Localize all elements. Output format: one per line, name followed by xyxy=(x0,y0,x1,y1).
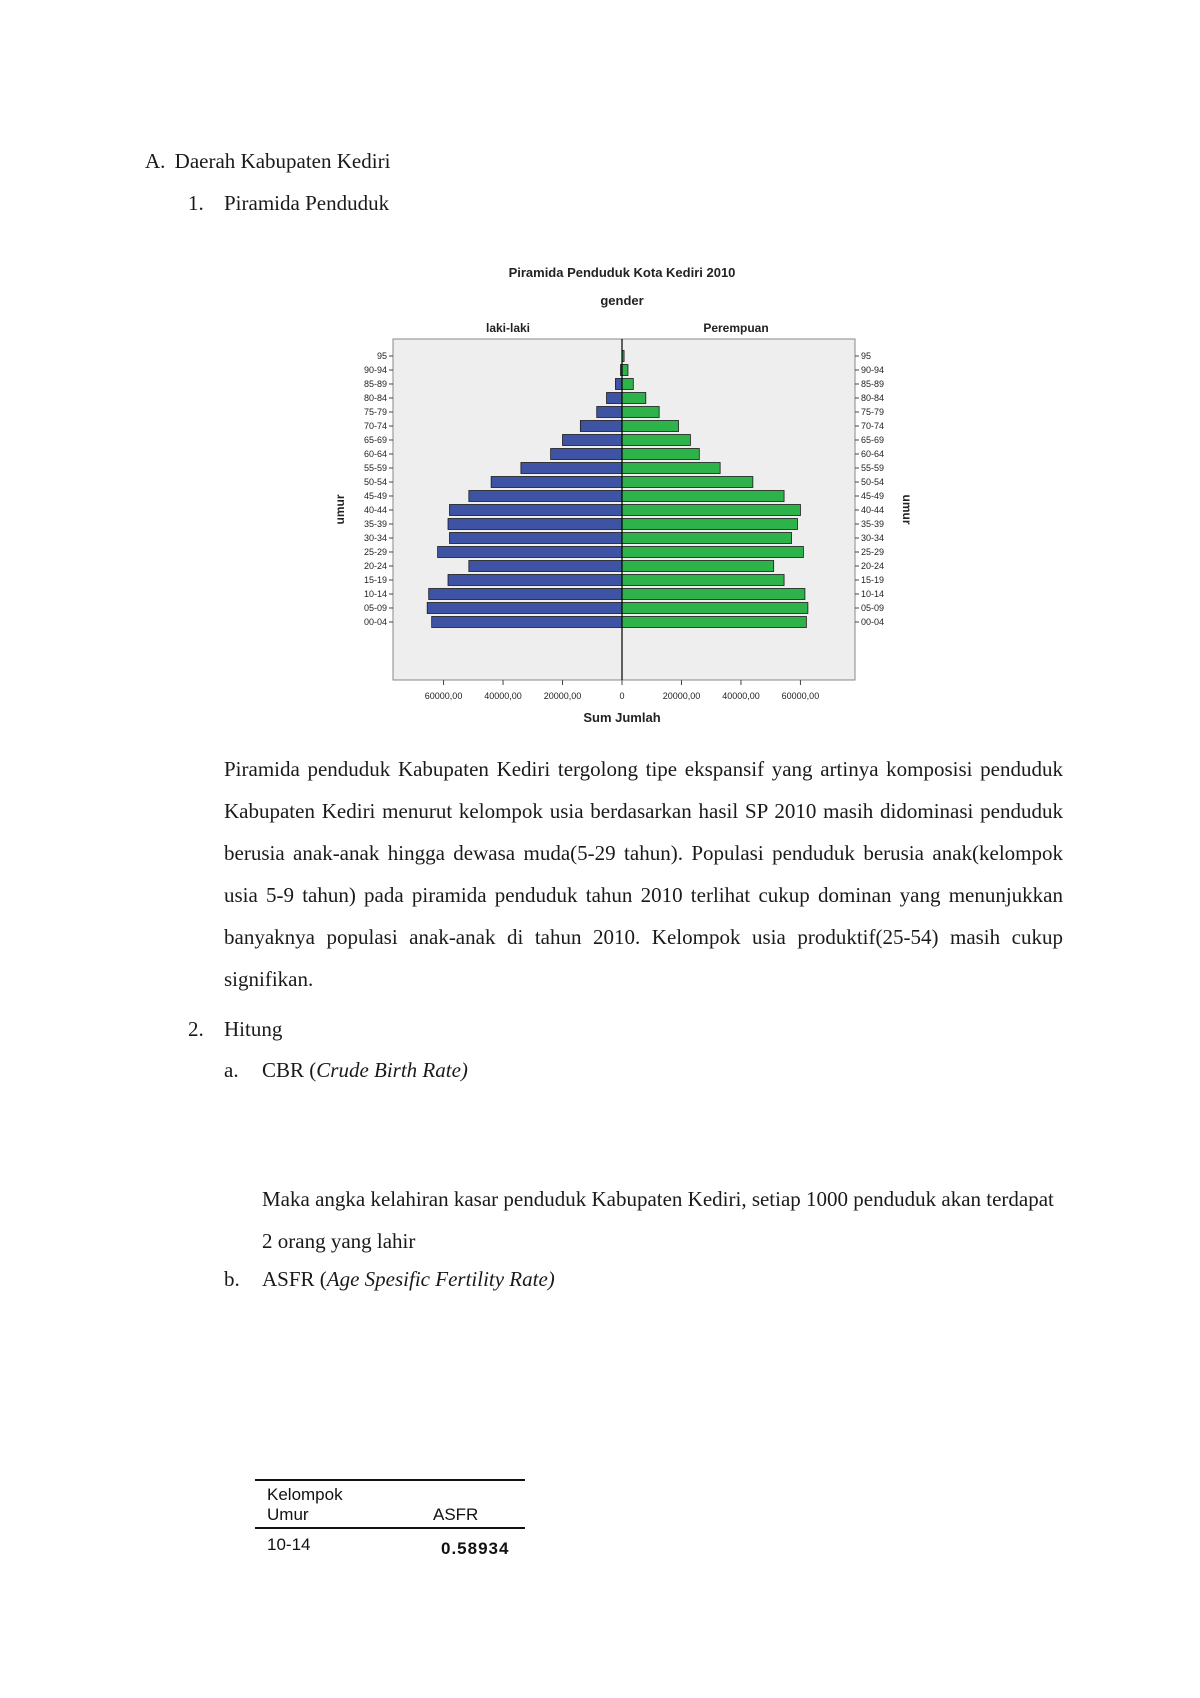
bar-female-80-84 xyxy=(622,393,646,404)
y-tick-right-label: 75-79 xyxy=(861,407,885,417)
list-item-2b-letter: b. xyxy=(224,1267,240,1291)
bar-male-10-14 xyxy=(429,589,622,600)
y-tick-right-label: 20-24 xyxy=(861,561,885,571)
table-cell-group: 10-14 xyxy=(267,1535,311,1554)
bar-female-75-79 xyxy=(622,407,659,418)
x-tick-label: 20000,00 xyxy=(662,691,701,701)
bar-female-40-44 xyxy=(622,505,800,516)
table-top-rule xyxy=(255,1479,525,1481)
x-tick-label: 20000,00 xyxy=(543,691,582,701)
header-group-line1: Kelompok xyxy=(267,1485,343,1504)
y-tick-right-label: 60-64 xyxy=(861,449,885,459)
bar-male-45-49 xyxy=(469,491,622,502)
list-item-2a xyxy=(262,1056,468,1084)
y-tick-right-label: 80-84 xyxy=(861,393,885,403)
left-panel-label: laki-laki xyxy=(485,321,531,335)
list-item-1-title: Piramida Penduduk xyxy=(224,191,390,215)
bar-female-45-49 xyxy=(622,491,784,502)
y-tick-left-label: 10-14 xyxy=(363,589,387,599)
y-tick-left-label: 75-79 xyxy=(363,407,387,417)
y-tick-left-label: 50-54 xyxy=(363,477,387,487)
bar-female-25-29 xyxy=(622,547,803,558)
section-label: A. xyxy=(145,149,166,173)
bar-female-10-14 xyxy=(622,589,805,600)
y-tick-right-label: 50-54 xyxy=(861,477,885,487)
list-number: 1. xyxy=(188,191,204,215)
bar-male-15-19 xyxy=(448,575,622,586)
y-tick-left-label: 65-69 xyxy=(363,435,387,445)
bar-male-55-59 xyxy=(521,463,622,474)
bar-female-55-59 xyxy=(622,463,720,474)
population-pyramid-chart xyxy=(300,255,920,735)
bar-female-70-74 xyxy=(622,421,679,432)
bar-male-80-84 xyxy=(607,393,622,404)
y-tick-left-label: 20-24 xyxy=(363,561,387,571)
x-ticks xyxy=(425,680,819,701)
y-tick-right-label: 55-59 xyxy=(861,463,885,473)
cbr-label: CBR ( xyxy=(262,1058,317,1082)
chart-svg xyxy=(300,255,920,735)
bar-female-90-94 xyxy=(622,365,628,376)
bar-male-65-69 xyxy=(563,435,622,446)
y-tick-left-label: 40-44 xyxy=(363,505,387,515)
table-header-group xyxy=(267,1485,343,1525)
bar-male-75-79 xyxy=(597,407,622,418)
chart-title: Piramida Penduduk Kota Kediri 2010 xyxy=(508,265,736,280)
x-tick-label: 0 xyxy=(619,691,625,701)
bar-male-25-29 xyxy=(438,547,622,558)
bar-male-85-89 xyxy=(615,379,622,390)
bar-male-20-24 xyxy=(469,561,622,572)
x-tick-label: 60000,00 xyxy=(781,691,820,701)
y-tick-right-label: 85-89 xyxy=(861,379,885,389)
bar-male-50-54 xyxy=(491,477,622,488)
bar-male-30-34 xyxy=(450,533,622,544)
x-tick-label: 40000,00 xyxy=(484,691,522,701)
y-tick-right-label: 65-69 xyxy=(861,435,885,445)
y-tick-right-label: 00-04 xyxy=(861,617,885,627)
bar-male-05-09 xyxy=(427,603,622,614)
y-ticks-right xyxy=(855,351,884,627)
y-tick-right-label: 95 xyxy=(861,351,872,361)
right-panel-label: Perempuan xyxy=(703,321,769,335)
paragraph-cbr-conclusion: Maka angka kelahiran kasar penduduk Kabupaten Kediri, setiap 1000 penduduk akan terdapat 2 orang yang lahir xyxy=(262,1187,1054,1253)
y-tick-left-label: 30-34 xyxy=(363,533,387,543)
y-tick-left-label: 95 xyxy=(376,351,387,361)
y-tick-left-label: 70-74 xyxy=(363,421,387,431)
x-axis-label: Sum Jumlah xyxy=(583,710,661,725)
list-item-2a-letter: a. xyxy=(224,1058,239,1082)
y-tick-left-label: 80-84 xyxy=(363,393,387,403)
table-header-asfr: ASFR xyxy=(433,1505,479,1524)
bar-female-65-69 xyxy=(622,435,690,446)
y-tick-right-label: 10-14 xyxy=(861,589,885,599)
bar-female-35-39 xyxy=(622,519,797,530)
y-axis-label-left: umur xyxy=(333,494,347,525)
bar-male-70-74 xyxy=(580,421,622,432)
y-tick-right-label: 30-34 xyxy=(861,533,885,543)
chart-panel-label: gender xyxy=(600,293,644,308)
y-tick-right-label: 35-39 xyxy=(861,519,885,529)
asfr-italic: Age Spesific Fertility Rate) xyxy=(326,1267,555,1291)
y-tick-left-label: 00-04 xyxy=(363,617,387,627)
y-tick-right-label: 90-94 xyxy=(861,365,885,375)
y-ticks-left xyxy=(364,351,393,627)
bar-male-00-04 xyxy=(432,617,622,628)
cbr-italic: Crude Birth Rate) xyxy=(316,1058,468,1082)
list-item-2-number: 2. xyxy=(188,1017,204,1041)
asfr-label: ASFR ( xyxy=(262,1267,327,1291)
y-tick-left-label: 90-94 xyxy=(363,365,387,375)
table-header-rule xyxy=(255,1527,525,1529)
y-tick-left-label: 85-89 xyxy=(363,379,387,389)
bar-male-60-64 xyxy=(551,449,622,460)
bar-female-85-89 xyxy=(622,379,633,390)
y-tick-left-label: 05-09 xyxy=(363,603,387,613)
bar-male-40-44 xyxy=(450,505,622,516)
y-tick-left-label: 55-59 xyxy=(363,463,387,473)
bar-male-35-39 xyxy=(448,519,622,530)
y-tick-left-label: 15-19 xyxy=(363,575,387,585)
x-tick-label: 40000,00 xyxy=(722,691,760,701)
y-tick-right-label: 70-74 xyxy=(861,421,885,431)
bar-female-30-34 xyxy=(622,533,792,544)
list-item-2-title: Hitung xyxy=(224,1017,283,1041)
bar-female-50-54 xyxy=(622,477,753,488)
y-tick-right-label: 25-29 xyxy=(861,547,885,557)
bar-female-15-19 xyxy=(622,575,784,586)
y-tick-left-label: 25-29 xyxy=(363,547,387,557)
y-tick-left-label: 45-49 xyxy=(363,491,387,501)
header-group-line2: Umur xyxy=(267,1505,309,1524)
list-item-1 xyxy=(188,189,204,217)
y-tick-left-label: 60-64 xyxy=(363,449,387,459)
bar-female-20-24 xyxy=(622,561,774,572)
list-item-2b xyxy=(262,1265,555,1293)
table-cell-asfr: 0.58934 xyxy=(441,1539,510,1558)
section-title: Daerah Kabupaten Kediri xyxy=(174,149,391,173)
y-tick-right-label: 40-44 xyxy=(861,505,885,515)
y-tick-left-label: 35-39 xyxy=(363,519,387,529)
bar-female-00-04 xyxy=(622,617,806,628)
bar-female-05-09 xyxy=(622,603,808,614)
y-tick-right-label: 45-49 xyxy=(861,491,885,501)
section-heading xyxy=(145,147,390,175)
paragraph-pyramid-description: Piramida penduduk Kabupaten Kediri tergolong tipe ekspansif yang artinya komposisi penduduk Kabupaten Kediri menurut kelompok usia berdasarkan hasil SP 2010 masih didominasi penduduk berusia anak-anak hingga dewasa muda(5-29 tahun). Populasi penduduk berusia anak(kelompok usia 5-9 tahun) pada piramida penduduk tahun 2010 terlihat cukup dominan yang menunjukkan banyaknya populasi anak-anak di tahun 2010. Kelompok usia produktif(25-54) masih cukup signifikan. xyxy=(224,757,1063,991)
y-axis-label-right: umur xyxy=(900,494,914,525)
bar-female-60-64 xyxy=(622,449,699,460)
x-tick-label: 60000,00 xyxy=(424,691,463,701)
y-tick-right-label: 05-09 xyxy=(861,603,885,613)
y-tick-right-label: 15-19 xyxy=(861,575,885,585)
